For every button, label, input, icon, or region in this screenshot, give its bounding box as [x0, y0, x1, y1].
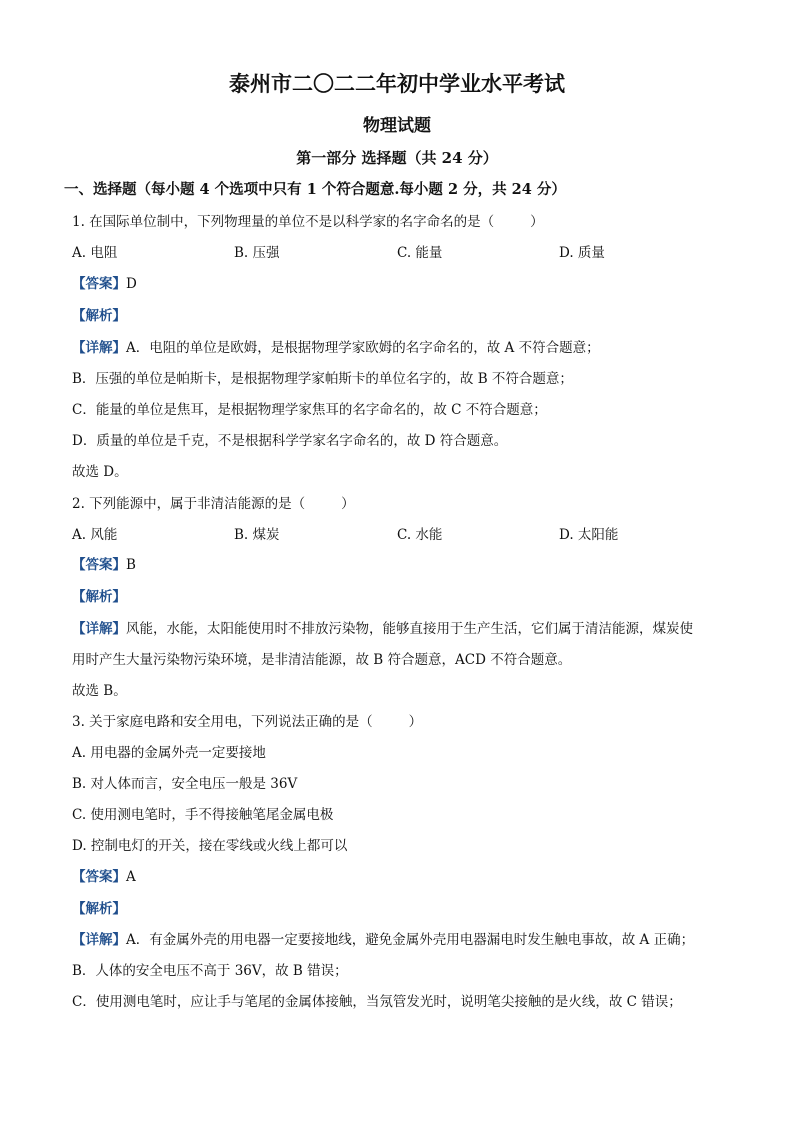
detail-tag: 【详解】: [72, 340, 126, 356]
question-1-answer: [72, 274, 734, 294]
question-3-detail-line: C．使用测电笔时，应让手与笔尾的金属体接触，当氖管发光时，说明笔尖接触的是火线，故 C 错误；: [72, 994, 682, 1010]
section-heading: 一、选择题（每小题 4 个选项中只有 1 个符合题意.每小题 2 分，共 24 分）: [64, 181, 566, 198]
question-1-detail-line: D．质量的单位是千克，不是根据科学学家名字命名的，故 D 符合题意。: [72, 433, 508, 449]
question-2-answer: [72, 555, 734, 575]
question-2-stem-close: ）: [341, 496, 355, 512]
question-1-conclusion: 故选 D。: [72, 464, 128, 480]
question-2-detail-line: [72, 619, 734, 639]
question-3-answer-value: A: [126, 869, 136, 885]
question-3-detail-text: A．有金属外壳的用电器一定要接地线，避免金属外壳用电器漏电时发生触电事故，故 A 正确；: [126, 932, 695, 948]
question-3-option-a: A. 用电器的金属外壳一定要接地: [72, 745, 266, 761]
exam-subtitle: 物理试题: [363, 116, 431, 136]
question-3-answer: [72, 867, 734, 887]
question-3-option-c: C. 使用测电笔时，手不得接触笔尾金属电极: [72, 807, 334, 823]
question-2-detail-text: 风能，水能，太阳能使用时不排放污染物，能够直接用于生产生活，它们属于清洁能源，煤炭使: [126, 621, 693, 637]
question-1-option-a: A. 电阻: [72, 245, 118, 261]
question-2-conclusion: 故选 B。: [72, 683, 127, 699]
question-3-option-b: B. 对人体而言，安全电压一般是 36V: [72, 776, 298, 792]
answer-tag: 【答案】: [72, 276, 126, 292]
question-2-option-b: B. 煤炭: [234, 527, 280, 543]
answer-tag: 【答案】: [72, 869, 126, 885]
question-1-answer-value: D: [126, 276, 137, 292]
detail-tag: 【详解】: [72, 932, 126, 948]
exam-title: 泰州市二〇二二年初中学业水平考试: [229, 71, 565, 96]
question-1-detail-line: C．能量的单位是焦耳，是根据物理学家焦耳的名字命名的，故 C 不符合题意；: [72, 402, 547, 418]
question-2-answer-value: B: [126, 557, 136, 573]
question-2-analysis: [72, 587, 734, 607]
question-1-stem-text: 1. 在国际单位制中，下列物理量的单位不是以科学家的名字命名的是（: [72, 214, 495, 230]
question-3-detail-line: [72, 930, 734, 950]
question-1-option-d: D. 质量: [559, 245, 605, 261]
question-3-analysis: [72, 899, 734, 919]
question-3-stem-close: ）: [408, 714, 423, 730]
question-3-stem: [72, 712, 734, 732]
question-3-detail-line: B．人体的安全电压不高于 36V，故 B 错误；: [72, 963, 348, 979]
answer-tag: 【答案】: [72, 557, 126, 573]
question-2-stem-text: 2. 下列能源中，属于非清洁能源的是（: [72, 496, 306, 512]
part-title: 第一部分 选择题（共 24 分）: [296, 149, 498, 167]
analysis-tag: 【解析】: [72, 308, 126, 324]
analysis-tag: 【解析】: [72, 589, 126, 605]
question-3-stem-text: 3. 关于家庭电路和安全用电，下列说法正确的是（: [72, 714, 373, 730]
question-1-analysis: [72, 306, 734, 326]
detail-tag: 【详解】: [72, 621, 126, 637]
question-2-option-a: A. 风能: [72, 527, 118, 543]
question-2-stem: [72, 494, 734, 514]
analysis-tag: 【解析】: [72, 901, 126, 917]
question-1-detail-line: [72, 338, 734, 358]
question-3-option-d: D. 控制电灯的开关，接在零线或火线上都可以: [72, 838, 348, 854]
question-1-option-b: B. 压强: [234, 245, 280, 261]
question-1-detail-text: A．电阻的单位是欧姆，是根据物理学家欧姆的名字命名的，故 A 不符合题意；: [126, 340, 600, 356]
question-1-stem: [72, 212, 734, 232]
question-1-option-c: C. 能量: [397, 245, 443, 261]
question-2-detail-line: 用时产生大量污染物污染环境，是非清洁能源，故 B 符合题意，ACD 不符合题意。: [72, 652, 572, 668]
question-1-detail-line: B．压强的单位是帕斯卡，是根据物理学家帕斯卡的单位名字的，故 B 不符合题意；: [72, 371, 573, 387]
question-2-option-c: C. 水能: [397, 527, 443, 543]
question-2-option-d: D. 太阳能: [559, 527, 619, 543]
question-1-stem-close: ）: [530, 214, 544, 230]
